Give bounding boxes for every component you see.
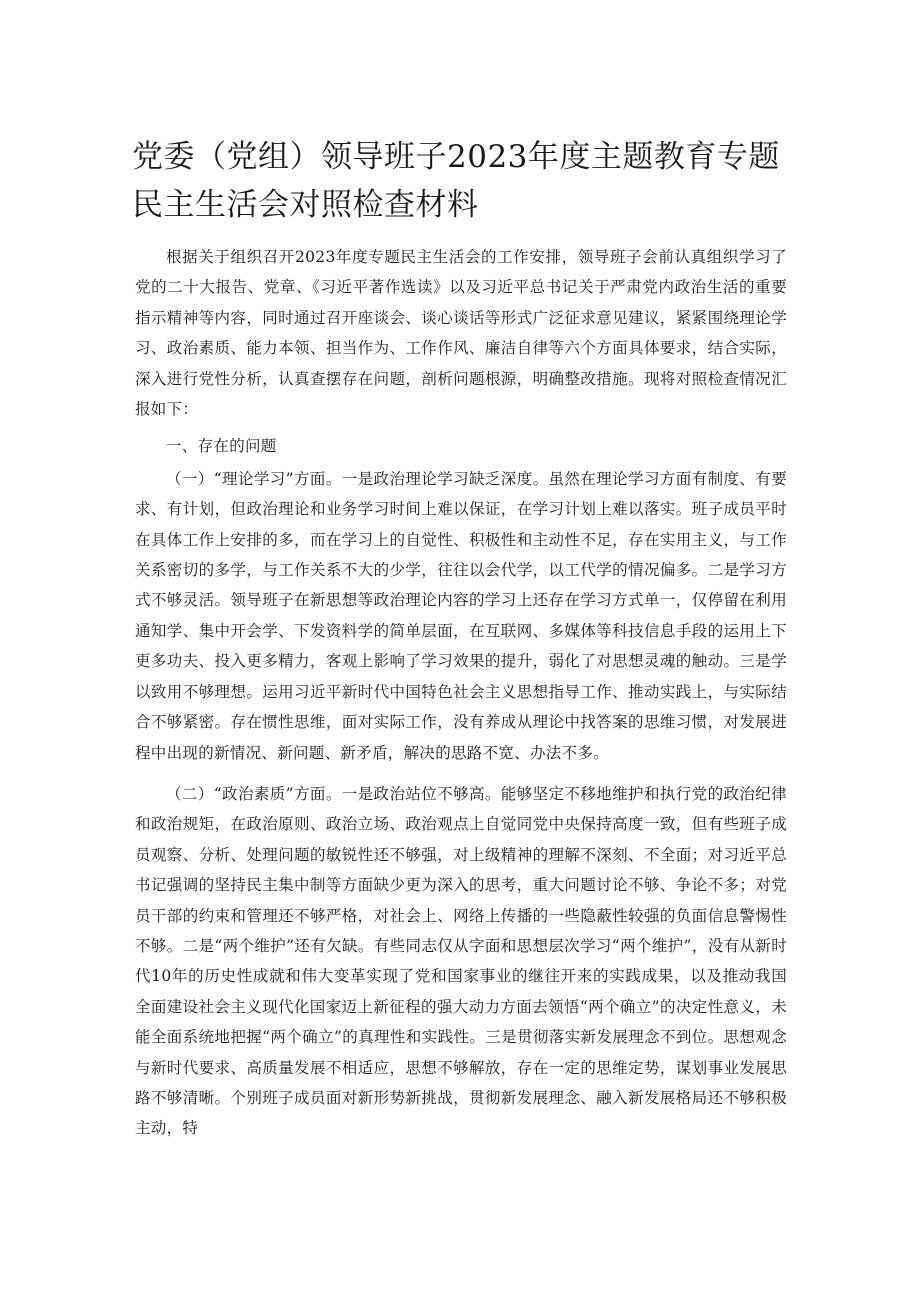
document-body (135, 242, 787, 1144)
document-title: 党委（党组）领导班子2023年度主题教育专题民主生活会对照检查材料 (132, 139, 780, 223)
intro-paragraph: 根据关于组织召开2023年度专题民主生活会的工作安排，领导班子会前认真组织学习了党的二十大报告、党章、《习近平著作选读》以及习近平总书记关于严肃党内政治生活的重要指示精神等内容，同时通过召开座谈会、谈心谈话等形式广泛征求意见建议，紧紧围绕理论学习、政治素质、能力本领、担当作为、工作作风、廉洁自律等六个方面具体要求，结合实际，深入进行党性分析，认真查摆存在问题，剖析问题根源，明确整改措施。现将对照检查情况汇报如下： (135, 248, 787, 419)
section-heading-problems: 一、存在的问题 (166, 437, 277, 456)
paragraph-political-quality: （二）“政治素质”方面。一是政治站位不够高。能够坚定不移地维护和执行党的政治纪律和政治规矩，在政治原则、政治立场、政治观点上自觉同党中央保持高度一致，但有些班子成员观察、分析、处理问题的敏锐性还不够强，对上级精神的理解不深刻、不全面；对习近平总书记强调的坚持民主集中制等方面缺少更为深入的思考，重大问题讨论不够、争论不多；对党员干部的约束和管理还不够严格，对社会上、网络上传播的一些隐蔽性较强的负面信息警惕性不够。二是“两个维护”还有欠缺。有些同志仅从字面和思想层次学习“两个维护”，没有从新时代10年的历史性成就和伟大变革实现了党和国家事业的继往开来的实践成果，以及推动我国全面建设社会主义现代化国家迈上新征程的强大动力方面去领悟“两个确立”的决定性意义，未能全面系统地把握“两个确立”的真理性和实践性。三是贯彻落实新发展理念不到位。思想观念与新时代要求、高质量发展不相适应，思想不够解放，存在一定的思维定势，谋划事业发展思路不够清晰。个别班子成员面对新形势新挑战，贯彻新发展理念、融入新发展格局还不够积极主动，特 (135, 784, 787, 1138)
paragraph-theory-study: （一）“理论学习”方面。一是政治理论学习缺乏深度。虽然在理论学习方面有制度、有要求、有计划，但政治理论和业务学习时间上难以保证，在学习计划上难以落实。班子成员平时在具体工作上安排的多，而在学习上的自觉性、积极性和主动性不足，存在实用主义，与工作关系密切的多学，与工作关系不大的少学，往往以会代学，以工代学的情况偏多。二是学习方式不够灵活。领导班子在新思想等政治理论内容的学习上还存在学习方式单一，仅停留在利用通知学、集中开会学、下发资料学的简单层面，在互联网、多媒体等科技信息手段的运用上下更多功夫、投入更多精力，客观上影响了学习效果的提升，弱化了对思想灵魂的触动。三是学以致用不够理想。运用习近平新时代中国特色社会主义思想指导工作、推动实践上，与实际结合不够紧密。存在惯性思维，面对实际工作，没有养成从理论中找答案的思维习惯，对发展进程中出现的新情况、新问题、新矛盾，解决的思路不宽、办法不多。 (135, 469, 787, 762)
